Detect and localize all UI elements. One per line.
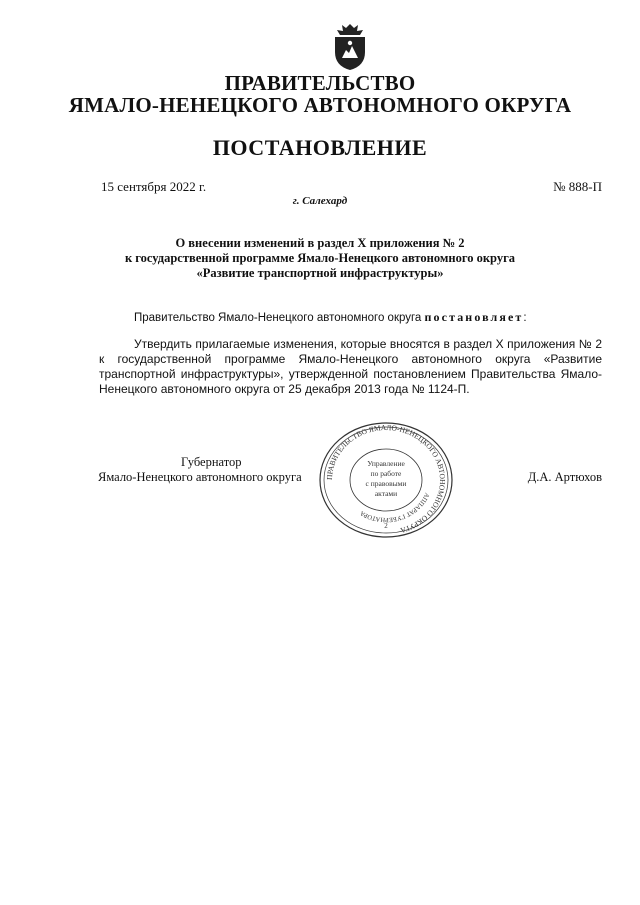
seal-center-line: с правовыми [365, 479, 407, 488]
document-number: № 888-П [553, 179, 602, 194]
subject-line: к государственной программе Ямало-Ненецкого автономного округа [124, 251, 515, 265]
paragraph-text: Утвердить прилагаемые изменения, которые вносятся в раздел X приложения № 2 к государственной программе Ямало-Ненецкого автономного округа «Развитие транспортной инфраструктуры», утвержденной постановлением Правительства Ямало-Ненецкого автономного округа от 25 декабря 2013 года № 1124-П. [99, 337, 602, 396]
preamble-resolves: постановляет [424, 310, 524, 324]
seal-outer-text: ПРАВИТЕЛЬСТВО ЯМАЛО-НЕНЕЦКОГО АВТОНОМНОГО ОКРУГА [324, 422, 448, 536]
resolution-paragraph [99, 337, 602, 397]
document-type: ПОСТАНОВЛЕНИЕ [212, 135, 428, 160]
seal-inner-text: АППАРАТ ГУБЕРНАТОРА [359, 491, 431, 524]
preamble [134, 310, 527, 325]
seal-center-line: актами [374, 489, 398, 498]
seal-center-line: Управление [367, 459, 405, 468]
seal-number: 2 [384, 522, 388, 530]
signatory-region: Ямало-Ненецкого автономного округа [98, 470, 302, 484]
official-seal [316, 420, 456, 540]
signatory-name: Д.А. Артюхов [527, 470, 602, 484]
document-subject [0, 236, 640, 281]
seal-center-line: по работе [370, 469, 402, 478]
coat-of-arms-icon [327, 22, 373, 72]
subject-line: О внесении изменений в раздел X приложения № 2 [175, 236, 465, 250]
preamble-colon: : [523, 312, 527, 324]
signatory-position: Губернатор [181, 455, 242, 469]
preamble-text: Правительство Ямало-Ненецкого автономного округа [134, 312, 425, 324]
government-region: ЯМАЛО-НЕНЕЦКОГО АВТОНОМНОГО ОКРУГА [68, 93, 572, 117]
document-city: г. Салехард [292, 195, 348, 207]
subject-line: «Развитие транспортной инфраструктуры» [196, 266, 444, 280]
government-title: ПРАВИТЕЛЬСТВО [224, 71, 416, 95]
document-date: 15 сентября 2022 г. [101, 179, 207, 194]
